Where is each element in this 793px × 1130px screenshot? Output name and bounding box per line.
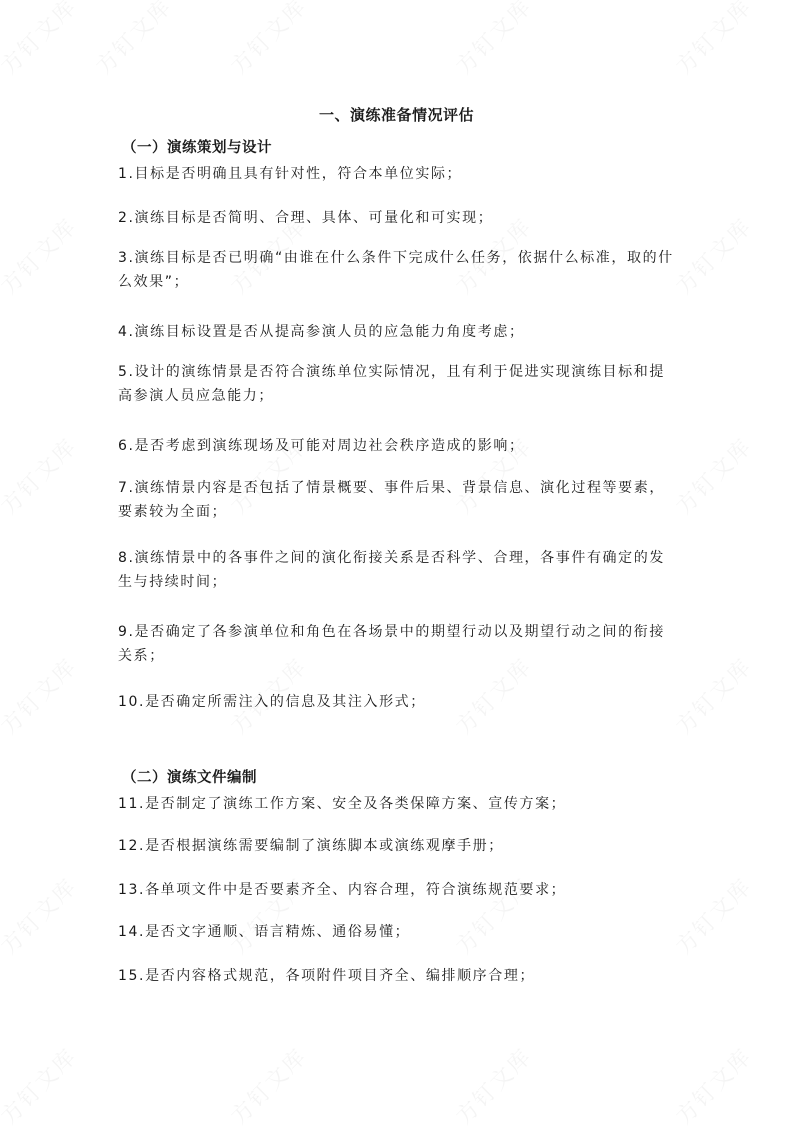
list-item: 6.是否考虑到演练现场及可能对周边社会秩序造成的影响； [118,438,525,454]
list-item: 1.目标是否明确且具有针对性，符合本单位实际； [118,166,463,182]
list-item: 4.演练目标设置是否从提高参演人员的应急能力角度考虑； [118,324,525,340]
list-item: 14.是否文字通顺、语言精炼、通俗易懂； [118,924,411,940]
list-item: 11.是否制定了演练工作方案、安全及各类保障方案、宣传方案； [118,796,567,812]
list-item: 3.演练目标是否已明确“由谁在什么条件下完成什么任务，依据什么标准，取的什么效果”； [118,250,674,290]
list-item: 13.各单项文件中是否要素齐全、内容合理，符合演练规范要求； [118,882,567,898]
list-item: 10.是否确定所需注入的信息及其注入形式； [118,694,426,710]
list-item: 7.演练情景内容是否包括了情景概要、事件后果、背景信息、演化过程等要素，要素较为全面； [118,480,665,520]
section-heading-documents: （二）演练文件编制 [122,770,257,786]
list-item: 9.是否确定了各参演单位和角色在各场景中的期望行动以及期望行动之间的衔接关系； [118,624,665,664]
list-item: 15.是否内容格式规范，各项附件项目齐全、编排顺序合理； [118,968,536,984]
section-heading-planning: （一）演练策划与设计 [122,140,272,156]
list-item: 12.是否根据演练需要编制了演练脚本或演练观摩手册； [118,838,504,854]
list-item: 2.演练目标是否简明、合理、具体、可量化和可实现； [118,210,494,226]
list-item: 8.演练情景中的各事件之间的演化衔接关系是否科学、合理，各事件有确定的发生与持续时间； [118,550,665,590]
list-item: 5.设计的演练情景是否符合演练单位实际情况，且有利于促进实现演练目标和提高参演人员应急能力； [118,364,665,404]
document-title: 一、演练准备情况评估 [318,106,474,124]
